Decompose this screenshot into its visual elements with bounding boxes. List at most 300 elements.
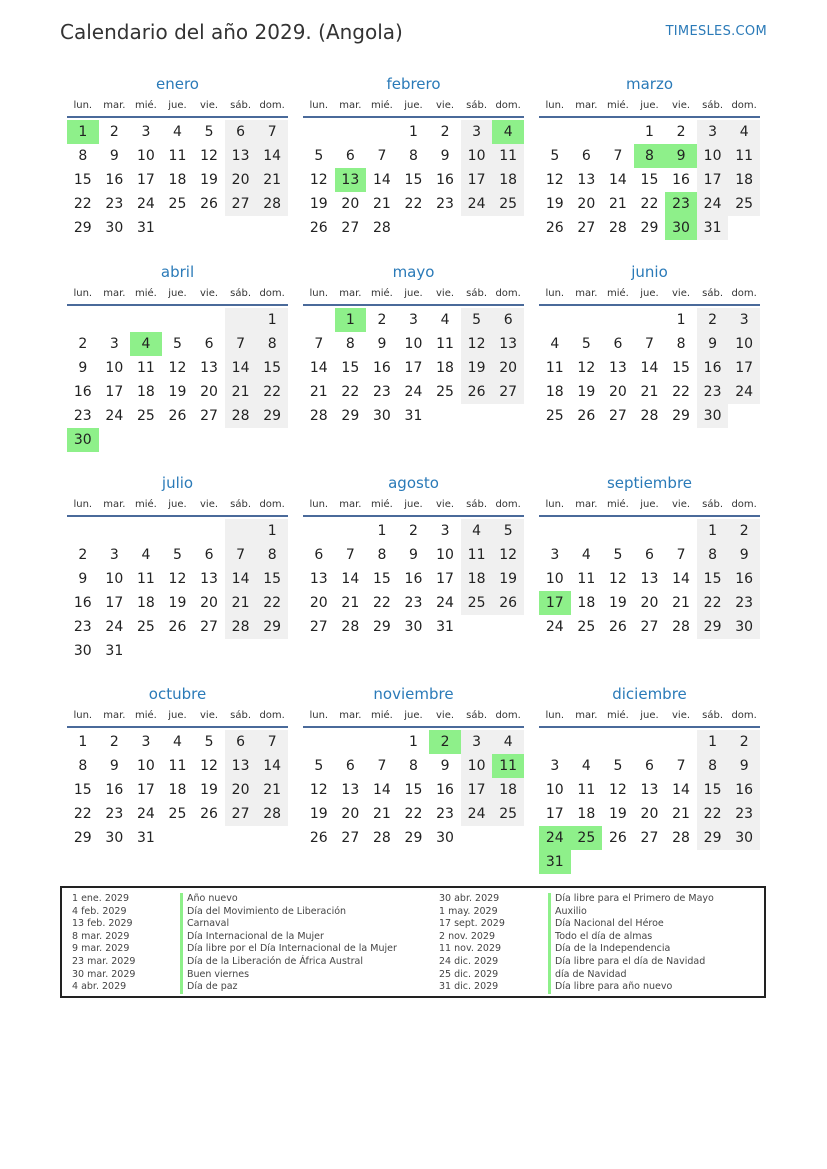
day-cell: 27 bbox=[492, 380, 524, 404]
day-cell: 17 bbox=[461, 778, 493, 802]
day-cell: 3 bbox=[109, 547, 119, 563]
day-cell: 7 bbox=[345, 547, 355, 563]
day-cell: 7 bbox=[225, 332, 257, 356]
weekday-label: dom. bbox=[495, 709, 521, 721]
empty-cell bbox=[99, 519, 131, 543]
day-cell: 12 bbox=[168, 571, 187, 587]
day-cell: 14 bbox=[372, 782, 391, 798]
empty-cell bbox=[665, 730, 697, 754]
empty-cell bbox=[225, 428, 257, 452]
weekday-label: sáb. bbox=[702, 99, 724, 111]
day-cell: 10 bbox=[545, 782, 564, 798]
day-cell: 16 bbox=[73, 384, 92, 400]
empty-cell bbox=[539, 730, 571, 754]
day-cell: 1 bbox=[409, 734, 418, 750]
holiday-name: Día libre por el Día Internacional de la Mujer bbox=[180, 943, 397, 956]
day-cell: 27 bbox=[309, 619, 328, 635]
holiday-date: 17 sept. 2029 bbox=[439, 918, 505, 930]
day-cell: 17 bbox=[728, 356, 760, 380]
month-enero bbox=[67, 72, 288, 240]
empty-cell bbox=[162, 428, 194, 452]
day-cell: 15 bbox=[372, 571, 391, 587]
weekday-label: dom. bbox=[731, 287, 757, 299]
day-cell: 15 bbox=[404, 172, 423, 188]
day-cell: 3 bbox=[141, 124, 151, 140]
day-cell: 21 bbox=[256, 168, 288, 192]
day-cell: 2 bbox=[409, 523, 418, 539]
empty-cell bbox=[130, 308, 162, 332]
day-cell: 6 bbox=[225, 730, 257, 754]
holiday-date: 1 may. 2029 bbox=[439, 905, 498, 917]
day-cell: 7 bbox=[256, 120, 288, 144]
day-cell: 3 bbox=[728, 308, 760, 332]
day-cell: 25 bbox=[545, 408, 564, 424]
weekday-label: sáb. bbox=[466, 287, 488, 299]
day-cell: 30 bbox=[697, 404, 729, 428]
weekday-label: jue. bbox=[404, 709, 423, 721]
weekday-label: jue. bbox=[168, 287, 187, 299]
weekday-label: vie. bbox=[436, 287, 455, 299]
day-cell: 13 bbox=[309, 571, 328, 587]
empty-cell bbox=[256, 428, 288, 452]
day-cell: 19 bbox=[608, 806, 627, 822]
weekday-label: lun. bbox=[73, 498, 93, 510]
day-cell: 25 bbox=[136, 619, 155, 635]
weekday-label: lun. bbox=[73, 99, 93, 111]
weekday-label: vie. bbox=[436, 498, 455, 510]
weekday-label: mié. bbox=[370, 287, 393, 299]
day-cell: 4 bbox=[492, 730, 524, 754]
day-cell: 28 bbox=[608, 220, 627, 236]
holiday-name: Día del Movimiento de Liberación bbox=[180, 906, 397, 919]
holiday-name: Buen viernes bbox=[180, 969, 397, 982]
day-cell: 1 bbox=[697, 519, 729, 543]
day-cell: 2 bbox=[728, 730, 760, 754]
day-cell: 19 bbox=[492, 567, 524, 591]
day-cell: 12 bbox=[461, 332, 493, 356]
holiday-date: 8 mar. 2029 bbox=[72, 930, 130, 942]
day-cell: 23 bbox=[728, 591, 760, 615]
day-cell: 3 bbox=[440, 523, 450, 539]
day-cell: 26 bbox=[608, 619, 627, 635]
day-cell: 22 bbox=[341, 384, 360, 400]
weekday-header bbox=[303, 282, 524, 306]
day-cell: 26 bbox=[168, 408, 187, 424]
day-cell: 29 bbox=[404, 830, 423, 846]
empty-cell bbox=[634, 519, 666, 543]
day-cell: 11 bbox=[168, 758, 187, 774]
empty-cell bbox=[461, 216, 493, 240]
weekday-label: dom. bbox=[259, 287, 285, 299]
day-cell: 14 bbox=[640, 360, 659, 376]
day-cell: 9 bbox=[109, 148, 119, 164]
day-cell: 25 bbox=[168, 196, 187, 212]
day-cell: 9 bbox=[440, 148, 450, 164]
day-cell: 23 bbox=[697, 380, 729, 404]
day-cell: 22 bbox=[672, 384, 690, 400]
weekday-label: mié. bbox=[606, 709, 629, 721]
day-cell: 25 bbox=[492, 802, 524, 826]
empty-cell bbox=[162, 519, 194, 543]
holiday-name: Día de paz bbox=[180, 981, 397, 994]
month-name: julio bbox=[161, 474, 194, 492]
empty-cell bbox=[492, 826, 524, 850]
day-cell: 16 bbox=[436, 172, 454, 188]
day-cell: 23 bbox=[404, 595, 423, 611]
day-cell: 27 bbox=[341, 830, 360, 846]
day-cell: 5 bbox=[492, 519, 524, 543]
weekday-label: mar. bbox=[575, 99, 598, 111]
day-cell: 11 bbox=[136, 360, 155, 376]
day-cell: 21 bbox=[309, 384, 328, 400]
day-cell: 15 bbox=[256, 567, 288, 591]
day-cell: 7 bbox=[377, 148, 387, 164]
weekday-label: dom. bbox=[495, 498, 521, 510]
empty-cell bbox=[335, 120, 367, 144]
day-cell: 17 bbox=[404, 360, 423, 376]
day-cell: 2 bbox=[78, 336, 88, 352]
day-cell: 9 bbox=[697, 332, 729, 356]
weekday-label: lun. bbox=[309, 287, 329, 299]
empty-cell bbox=[728, 216, 760, 240]
day-cell: 13 bbox=[335, 168, 367, 192]
day-cell: 8 bbox=[409, 758, 418, 774]
weekday-label: mar. bbox=[103, 709, 126, 721]
weekday-label: lun. bbox=[545, 287, 565, 299]
day-cell: 21 bbox=[608, 196, 627, 212]
day-cell: 7 bbox=[314, 336, 324, 352]
weekday-label: dom. bbox=[495, 99, 521, 111]
day-cell: 23 bbox=[73, 408, 92, 424]
day-cell: 20 bbox=[608, 384, 627, 400]
day-cell: 11 bbox=[168, 148, 187, 164]
day-cell: 8 bbox=[256, 543, 288, 567]
month-febrero bbox=[303, 72, 524, 240]
day-cell: 3 bbox=[409, 312, 418, 328]
day-cell: 18 bbox=[436, 360, 454, 376]
weekday-label: mié. bbox=[134, 709, 157, 721]
day-cell: 1 bbox=[256, 308, 288, 332]
day-cell: 9 bbox=[728, 543, 760, 567]
day-cell: 27 bbox=[200, 619, 218, 635]
day-cell: 19 bbox=[168, 384, 187, 400]
day-cell: 13 bbox=[577, 172, 596, 188]
day-cell: 29 bbox=[697, 615, 729, 639]
weekday-label: lun. bbox=[73, 709, 93, 721]
day-cell: 17 bbox=[697, 168, 729, 192]
weekday-label: vie. bbox=[672, 709, 691, 721]
month-julio bbox=[67, 471, 288, 663]
day-cell: 20 bbox=[225, 168, 257, 192]
day-cell: 29 bbox=[256, 404, 288, 428]
day-cell: 30 bbox=[404, 619, 423, 635]
weekday-label: sáb. bbox=[230, 498, 252, 510]
day-cell: 24 bbox=[105, 619, 124, 635]
day-cell: 10 bbox=[461, 754, 493, 778]
day-cell: 6 bbox=[345, 148, 355, 164]
day-cell: 10 bbox=[728, 332, 760, 356]
empty-cell bbox=[461, 615, 493, 639]
day-cell: 7 bbox=[225, 543, 257, 567]
day-cell: 29 bbox=[73, 220, 92, 236]
weekday-label: sáb. bbox=[230, 709, 252, 721]
day-cell: 2 bbox=[109, 734, 119, 750]
day-cell: 5 bbox=[581, 336, 591, 352]
day-cell: 26 bbox=[577, 408, 596, 424]
day-cell: 10 bbox=[136, 148, 155, 164]
day-cell: 29 bbox=[256, 615, 288, 639]
month-name: junio bbox=[631, 263, 668, 281]
holiday-date: 23 mar. 2029 bbox=[72, 955, 136, 967]
day-cell: 9 bbox=[78, 360, 88, 376]
day-cell: 29 bbox=[672, 408, 690, 424]
empty-cell bbox=[99, 428, 131, 452]
day-cell: 24 bbox=[105, 408, 124, 424]
month-octubre bbox=[67, 682, 288, 874]
day-cell: 26 bbox=[168, 619, 187, 635]
empty-cell bbox=[193, 519, 225, 543]
holiday-name: Carnaval bbox=[180, 918, 397, 931]
day-cells bbox=[303, 308, 524, 428]
day-cell: 8 bbox=[256, 332, 288, 356]
day-cell: 17 bbox=[436, 571, 454, 587]
day-cell: 10 bbox=[461, 144, 493, 168]
day-cells bbox=[303, 730, 524, 850]
month-name: diciembre bbox=[612, 685, 687, 703]
day-cell: 18 bbox=[136, 595, 155, 611]
holiday-name: Día de la Liberación de África Austral bbox=[180, 956, 397, 969]
day-cell: 7 bbox=[676, 758, 686, 774]
empty-cell bbox=[193, 428, 225, 452]
month-mayo bbox=[303, 260, 524, 452]
empty-cell bbox=[193, 308, 225, 332]
day-cell: 27 bbox=[341, 220, 360, 236]
empty-cell bbox=[130, 639, 162, 663]
day-cells bbox=[539, 519, 760, 639]
day-cell: 5 bbox=[613, 758, 623, 774]
weekday-label: vie. bbox=[200, 498, 219, 510]
day-cell: 2 bbox=[728, 519, 760, 543]
day-cell: 15 bbox=[672, 360, 690, 376]
empty-cell bbox=[366, 730, 398, 754]
day-cell: 22 bbox=[404, 806, 423, 822]
day-cell: 25 bbox=[577, 619, 596, 635]
day-cell: 21 bbox=[341, 595, 360, 611]
day-cell: 2 bbox=[377, 312, 387, 328]
weekday-label: dom. bbox=[731, 99, 757, 111]
holiday-date: 24 dic. 2029 bbox=[439, 955, 499, 967]
day-cell: 5 bbox=[204, 734, 214, 750]
legend-date-column bbox=[439, 893, 505, 994]
day-cell: 29 bbox=[640, 220, 659, 236]
day-cell: 6 bbox=[645, 547, 654, 563]
day-cell: 6 bbox=[345, 758, 355, 774]
empty-cell bbox=[130, 519, 162, 543]
day-cell: 28 bbox=[672, 619, 690, 635]
weekday-label: mié. bbox=[606, 99, 629, 111]
day-cell: 16 bbox=[697, 356, 729, 380]
day-cell: 2 bbox=[676, 124, 686, 140]
holiday-name: día de Navidad bbox=[548, 969, 714, 982]
day-cell: 26 bbox=[309, 220, 328, 236]
month-junio bbox=[539, 260, 760, 452]
day-cell: 15 bbox=[73, 172, 92, 188]
day-cell: 16 bbox=[105, 782, 124, 798]
day-cell: 1 bbox=[335, 308, 367, 332]
empty-cell bbox=[571, 120, 603, 144]
day-cell: 19 bbox=[200, 782, 218, 798]
day-cell: 31 bbox=[136, 220, 155, 236]
day-cell: 27 bbox=[225, 192, 257, 216]
day-cell: 8 bbox=[634, 144, 666, 168]
day-cell: 25 bbox=[461, 591, 493, 615]
day-cell: 19 bbox=[577, 384, 596, 400]
weekday-header bbox=[539, 282, 760, 306]
day-cell: 8 bbox=[409, 148, 418, 164]
weekday-label: mié. bbox=[606, 287, 629, 299]
empty-cell bbox=[728, 404, 760, 428]
day-cell: 13 bbox=[640, 571, 659, 587]
day-cell: 15 bbox=[404, 782, 423, 798]
weekday-label: mar. bbox=[575, 498, 598, 510]
month-name: febrero bbox=[386, 75, 441, 93]
empty-cell bbox=[67, 308, 99, 332]
empty-cell bbox=[602, 850, 634, 874]
weekday-label: jue. bbox=[404, 287, 423, 299]
day-cell: 28 bbox=[640, 408, 659, 424]
day-cell: 14 bbox=[225, 356, 257, 380]
day-cell: 2 bbox=[429, 730, 461, 754]
day-cells bbox=[67, 730, 288, 850]
empty-cell bbox=[461, 826, 493, 850]
weekday-label: vie. bbox=[200, 709, 219, 721]
empty-cell bbox=[539, 519, 571, 543]
day-cell: 13 bbox=[200, 571, 218, 587]
day-cell: 30 bbox=[105, 220, 124, 236]
day-cell: 18 bbox=[136, 384, 155, 400]
weekday-label: jue. bbox=[168, 99, 187, 111]
month-name: agosto bbox=[388, 474, 439, 492]
legend-name-column bbox=[180, 893, 397, 994]
month-row bbox=[67, 260, 760, 452]
day-cell: 4 bbox=[550, 336, 560, 352]
day-cell: 22 bbox=[256, 591, 288, 615]
day-cell: 14 bbox=[309, 360, 328, 376]
day-cell: 28 bbox=[256, 192, 288, 216]
brand-link[interactable]: TIMESLES.COM bbox=[665, 24, 767, 39]
day-cell: 19 bbox=[545, 196, 564, 212]
weekday-label: dom. bbox=[731, 709, 757, 721]
day-cell: 12 bbox=[545, 172, 564, 188]
day-cell: 2 bbox=[440, 124, 450, 140]
day-cell: 27 bbox=[200, 408, 218, 424]
day-cell: 9 bbox=[377, 336, 387, 352]
day-cell: 4 bbox=[461, 519, 493, 543]
day-cell: 26 bbox=[200, 806, 218, 822]
weekday-label: jue. bbox=[168, 709, 187, 721]
day-cell: 14 bbox=[225, 567, 257, 591]
day-cell: 8 bbox=[697, 543, 729, 567]
weekday-label: jue. bbox=[640, 709, 659, 721]
day-cell: 11 bbox=[728, 144, 760, 168]
month-name: enero bbox=[156, 75, 199, 93]
month-row bbox=[67, 682, 760, 874]
day-cell: 8 bbox=[78, 758, 88, 774]
day-cell: 9 bbox=[78, 571, 88, 587]
day-cell: 11 bbox=[492, 144, 524, 168]
day-cell: 19 bbox=[309, 196, 328, 212]
day-cell: 25 bbox=[168, 806, 187, 822]
day-cell: 25 bbox=[571, 826, 603, 850]
empty-cell bbox=[162, 639, 194, 663]
day-cell: 20 bbox=[577, 196, 596, 212]
weekday-label: sáb. bbox=[466, 709, 488, 721]
day-cell: 1 bbox=[697, 730, 729, 754]
day-cell: 20 bbox=[640, 806, 659, 822]
weekday-header bbox=[539, 94, 760, 118]
holiday-date: 30 abr. 2029 bbox=[439, 893, 500, 904]
day-cell: 4 bbox=[581, 547, 591, 563]
day-cell: 10 bbox=[404, 336, 423, 352]
day-cell: 22 bbox=[640, 196, 659, 212]
day-cell: 11 bbox=[461, 543, 493, 567]
weekday-label: mié. bbox=[370, 99, 393, 111]
day-cell: 12 bbox=[168, 360, 187, 376]
day-cell: 8 bbox=[345, 336, 355, 352]
empty-cell bbox=[225, 308, 257, 332]
day-cell: 20 bbox=[225, 778, 257, 802]
empty-cell bbox=[99, 308, 131, 332]
day-cell: 19 bbox=[309, 806, 328, 822]
day-cells bbox=[67, 120, 288, 240]
day-cell: 1 bbox=[377, 523, 387, 539]
weekday-label: mar. bbox=[339, 287, 362, 299]
day-cell: 23 bbox=[665, 192, 697, 216]
day-cell: 18 bbox=[577, 806, 596, 822]
day-cell: 19 bbox=[200, 172, 218, 188]
weekday-label: lun. bbox=[545, 498, 565, 510]
day-cell: 28 bbox=[372, 830, 391, 846]
day-cell: 23 bbox=[436, 196, 454, 212]
month-agosto bbox=[303, 471, 524, 663]
weekday-label: sáb. bbox=[230, 287, 252, 299]
day-cell: 12 bbox=[608, 571, 627, 587]
empty-cell bbox=[429, 216, 461, 240]
day-cell: 30 bbox=[728, 826, 760, 850]
day-cell: 6 bbox=[492, 308, 524, 332]
empty-cell bbox=[429, 404, 461, 428]
day-cell: 27 bbox=[640, 830, 659, 846]
day-cell: 24 bbox=[728, 380, 760, 404]
day-cell: 13 bbox=[341, 782, 360, 798]
day-cell: 5 bbox=[613, 547, 623, 563]
day-cell: 13 bbox=[225, 754, 257, 778]
day-cell: 5 bbox=[314, 758, 324, 774]
weekday-label: vie. bbox=[200, 99, 219, 111]
day-cell: 20 bbox=[200, 595, 218, 611]
empty-cell bbox=[303, 730, 335, 754]
day-cell: 6 bbox=[581, 148, 591, 164]
month-diciembre bbox=[539, 682, 760, 874]
day-cell: 17 bbox=[105, 595, 124, 611]
day-cell: 20 bbox=[309, 595, 328, 611]
holiday-date: 25 dic. 2029 bbox=[439, 968, 499, 980]
day-cell: 3 bbox=[550, 547, 560, 563]
weekday-label: lun. bbox=[309, 99, 329, 111]
day-cell: 9 bbox=[409, 547, 418, 563]
weekday-label: mié. bbox=[134, 498, 157, 510]
weekday-label: vie. bbox=[436, 99, 455, 111]
